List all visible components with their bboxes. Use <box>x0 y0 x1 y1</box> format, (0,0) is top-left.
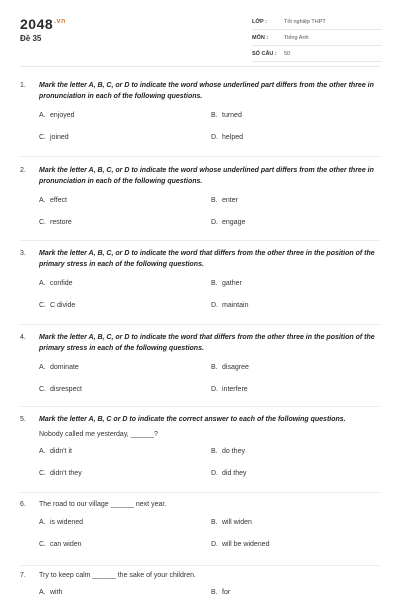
option-d[interactable] <box>211 541 269 548</box>
option-a[interactable] <box>39 364 79 371</box>
option-letter: D. <box>211 134 218 141</box>
info-label: SỐ CÂU : <box>252 50 277 57</box>
option-b[interactable] <box>211 589 230 596</box>
question-number: 2. <box>20 167 26 174</box>
question-instruction: Mark the letter A, B, C, or D to indicate the word that differs from the other three in the position of the primary stress in each of the following questions. <box>39 334 375 352</box>
option-a[interactable] <box>39 280 73 287</box>
option-letter: D. <box>211 386 218 393</box>
question-stem: Try to keep calm ______ the sake of your children. <box>39 572 196 579</box>
question-6 <box>20 499 382 553</box>
option-c[interactable] <box>39 134 69 141</box>
info-row-subject <box>252 30 382 46</box>
question-7 <box>20 570 382 599</box>
option-letter: C. <box>39 470 46 477</box>
option-letter: A. <box>39 197 46 204</box>
question-3 <box>20 248 382 314</box>
option-letter: A. <box>39 589 46 596</box>
option-c[interactable] <box>39 470 82 477</box>
info-value: 50 <box>284 50 291 57</box>
question-4 <box>20 332 382 398</box>
option-text: effect <box>50 197 67 204</box>
site-logo[interactable] <box>20 16 66 32</box>
option-b[interactable] <box>211 197 238 204</box>
option-text: will be widened <box>222 541 270 548</box>
question-number: 1. <box>20 82 26 89</box>
option-d[interactable] <box>211 302 248 309</box>
option-letter: A. <box>39 448 46 455</box>
option-letter: C. <box>39 134 46 141</box>
question-number: 3. <box>20 250 26 257</box>
option-text: enter <box>222 197 238 204</box>
question-divider <box>20 492 380 493</box>
option-letter: C. <box>39 541 46 548</box>
option-letter: C. <box>39 386 46 393</box>
option-text: didn't they <box>50 470 82 477</box>
option-text: is widened <box>50 519 84 526</box>
option-a[interactable] <box>39 112 75 119</box>
option-letter: C. <box>39 302 46 309</box>
option-letter: D. <box>211 470 218 477</box>
info-label: MÔN : <box>252 34 269 41</box>
question-stem: Nobody called me yesterday, ______? <box>39 431 158 438</box>
option-text: can widen <box>50 541 82 548</box>
option-text: disagree <box>222 364 249 371</box>
question-divider <box>20 565 380 566</box>
option-letter: D. <box>211 541 218 548</box>
option-text: interfere <box>222 386 248 393</box>
question-5 <box>20 414 382 482</box>
option-text: C divide <box>50 302 76 309</box>
option-letter: B. <box>211 112 218 119</box>
option-text: disrespect <box>50 386 82 393</box>
option-d[interactable] <box>211 219 245 226</box>
question-divider <box>20 240 380 241</box>
option-b[interactable] <box>211 280 242 287</box>
info-value: Tốt nghiệp THPT <box>284 18 326 25</box>
option-letter: A. <box>39 519 46 526</box>
option-text: dominate <box>50 364 79 371</box>
option-letter: A. <box>39 280 46 287</box>
question-number: 4. <box>20 334 26 341</box>
option-b[interactable] <box>211 448 245 455</box>
option-c[interactable] <box>39 302 75 309</box>
option-text: didn't it <box>50 448 72 455</box>
question-stem: The road to our village ______ next year. <box>39 501 167 508</box>
logo-text: 2048 <box>20 16 54 32</box>
option-text: engage <box>222 219 246 226</box>
option-text: will widen <box>222 519 252 526</box>
option-letter: B. <box>211 589 218 596</box>
question-number: 7. <box>20 572 26 579</box>
option-letter: A. <box>39 364 46 371</box>
question-divider <box>20 406 380 407</box>
option-b[interactable] <box>211 364 249 371</box>
option-c[interactable] <box>39 219 72 226</box>
option-letter: B. <box>211 519 218 526</box>
option-letter: A. <box>39 112 46 119</box>
option-b[interactable] <box>211 519 252 526</box>
option-text: turned <box>222 112 242 119</box>
info-row-question-count <box>252 46 382 62</box>
header-divider <box>20 66 380 67</box>
option-d[interactable] <box>211 134 243 141</box>
option-text: maintain <box>222 302 249 309</box>
option-a[interactable] <box>39 589 62 596</box>
option-letter: B. <box>211 280 218 287</box>
option-d[interactable] <box>211 470 247 477</box>
option-text: confide <box>50 280 73 287</box>
question-1 <box>20 80 382 146</box>
option-letter: D. <box>211 302 218 309</box>
info-label: LỚP : <box>252 18 267 25</box>
exam-title: Đề 35 <box>20 34 42 43</box>
option-b[interactable] <box>211 112 242 119</box>
question-instruction: Mark the letter A, B, C, or D to indicate the word whose underlined part differs from the other three in pronunciation in each of the following questions. <box>39 167 374 185</box>
question-number: 6. <box>20 501 26 508</box>
question-instruction: Mark the letter A, B, C, or D to indicate the word whose underlined part differs from the other three in pronunciation in each of the following questions. <box>39 82 374 100</box>
option-c[interactable] <box>39 386 82 393</box>
option-a[interactable] <box>39 197 67 204</box>
option-letter: D. <box>211 219 218 226</box>
option-letter: B. <box>211 364 218 371</box>
question-divider <box>20 324 380 325</box>
question-instruction: Mark the letter A, B, C or D to indicate the correct answer to each of the following questions. <box>39 416 346 423</box>
info-value: Tiếng Anh <box>284 34 309 41</box>
question-number: 5. <box>20 416 26 423</box>
question-2 <box>20 165 382 231</box>
option-text: did they <box>222 470 247 477</box>
logo-suffix: .vn <box>54 18 66 26</box>
option-text: do they <box>222 448 245 455</box>
info-row-class <box>252 14 382 30</box>
option-text: joined <box>50 134 69 141</box>
option-text: gather <box>222 280 242 287</box>
option-a[interactable] <box>39 519 83 526</box>
exam-info <box>252 14 382 62</box>
question-divider <box>20 156 380 157</box>
option-text: helped <box>222 134 244 141</box>
option-text: for <box>222 589 231 596</box>
option-letter: B. <box>211 448 218 455</box>
option-a[interactable] <box>39 448 72 455</box>
option-letter: C. <box>39 219 46 226</box>
option-text: enjoyed <box>50 112 75 119</box>
option-d[interactable] <box>211 386 248 393</box>
option-c[interactable] <box>39 541 82 548</box>
option-letter: B. <box>211 197 218 204</box>
option-text: with <box>50 589 63 596</box>
option-text: restore <box>50 219 72 226</box>
question-instruction: Mark the letter A, B, C, or D to indicate the word that differs from the other three in the position of the primary stress in each of the following questions. <box>39 250 375 268</box>
